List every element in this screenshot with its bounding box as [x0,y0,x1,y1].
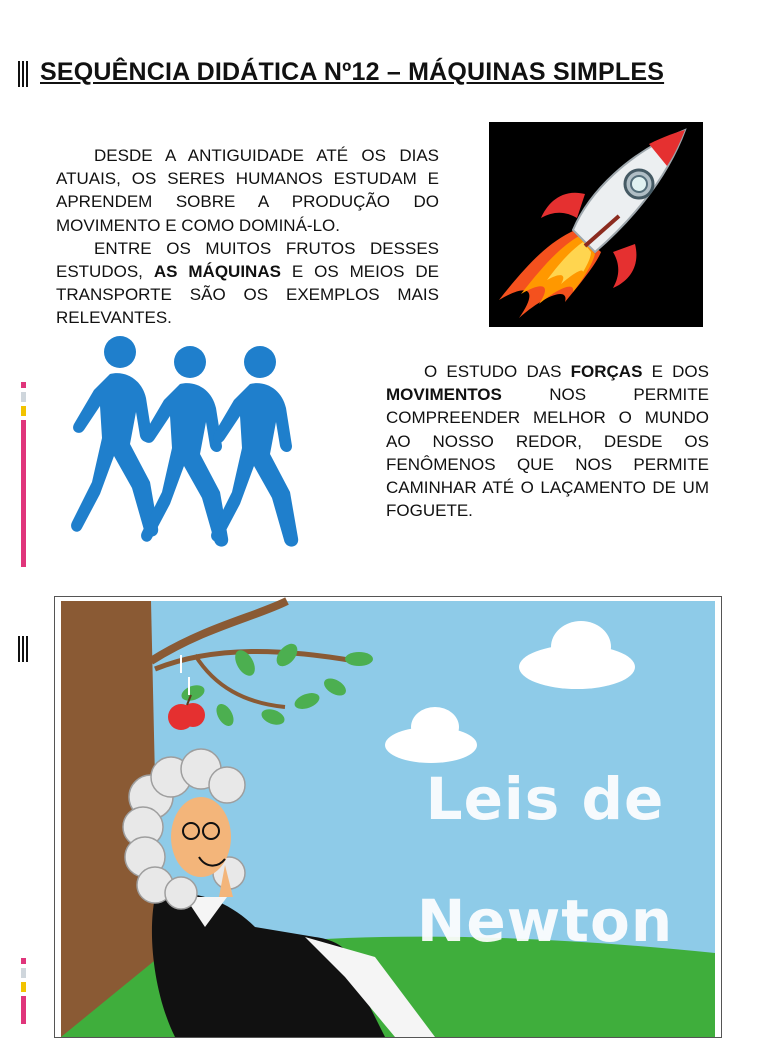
margin-strip-bottom [21,958,26,1024]
newton-title-line2: Newton [416,887,674,955]
newton-title-line1: Leis de [425,765,665,833]
forces-highlight: FORÇAS [570,362,643,381]
heading-marker [18,61,28,87]
forces-text-middle: E DOS [651,362,709,381]
page-title: SEQUÊNCIA DIDÁTICA Nº12 – MÁQUINAS SIMPLES [40,58,665,86]
intro-paragraph-1: DESDE A ANTIGUIDADE ATÉ OS DIAS ATUAIS, OS SERES HUMANOS ESTUDAM E APRENDEM SOBRE A PRODUÇÃO DO MOVIMENTO E COMO DOMINÁ-LO. [56,146,439,235]
forces-text [386,360,709,522]
movements-highlight: MOVIMENTOS [386,385,502,405]
newton-laws-image [54,596,722,1038]
intro-text [56,144,439,330]
walking-people-illustration [70,332,325,547]
forces-text-end: NOS PERMITE COMPREENDER MELHOR O MUNDO AO NOSSO REDOR, DESDE OS FENÔMENOS QUE NOS PERMITE CAMINHAR ATÉ O LAÇAMENTO DE UM FOGUETE. [386,385,709,521]
forces-text-start: O ESTUDO DAS [424,362,562,381]
walking-people-icon [70,332,325,547]
rocket-illustration [489,122,703,327]
margin-strip-top-graphic [21,382,26,567]
margin-strip-bottom-graphic [21,958,26,1024]
margin-strip-top [21,382,26,567]
intro-paragraph-2: ENTRE OS MUITOS FRUTOS DESSES ESTUDOS, [56,238,439,282]
section-marker [18,636,28,662]
intro-highlight-machines: AS MÁQUINAS [153,262,281,282]
intro-paragraph-2-end: E OS MEIOS DE TRANSPORTE SÃO OS EXEMPLOS MAIS RELEVANTES. [56,262,439,328]
rocket-icon [489,122,703,327]
